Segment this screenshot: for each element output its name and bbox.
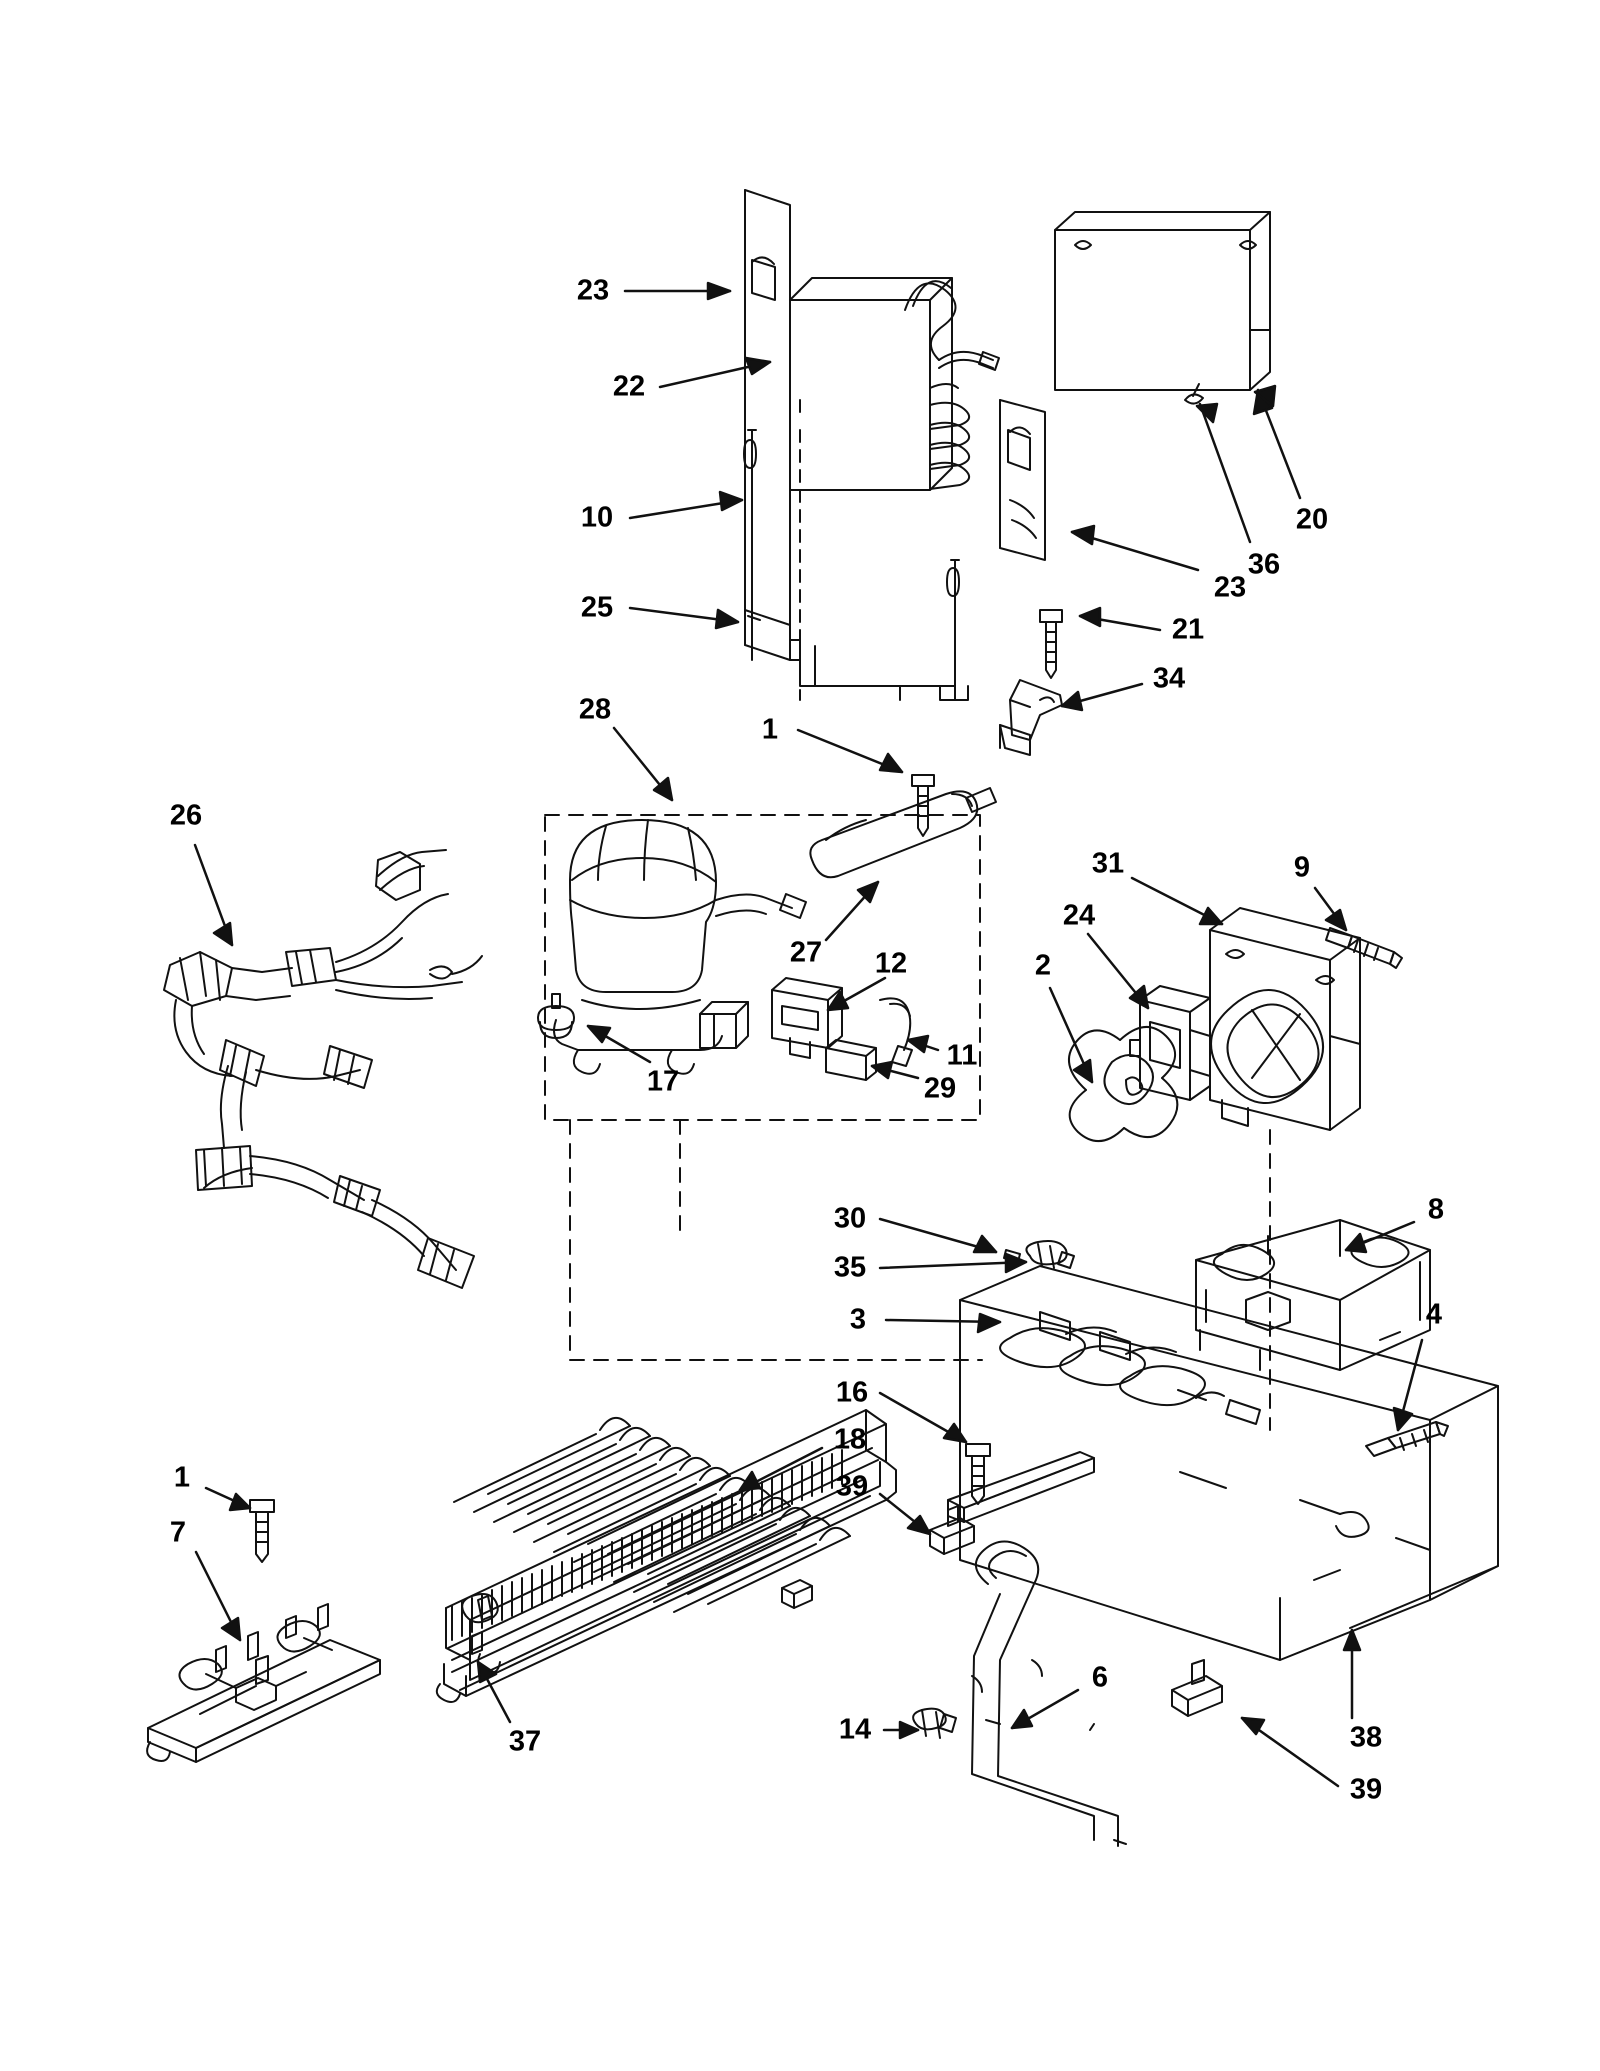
screw-21-group	[1040, 610, 1062, 678]
small-bracket-group	[1000, 400, 1045, 560]
callout-11: 11	[946, 1039, 978, 1072]
callout-28: 28	[578, 693, 612, 726]
callout-26: 26	[169, 799, 203, 832]
callout-8: 8	[1427, 1193, 1445, 1226]
callout-37: 37	[508, 1725, 542, 1758]
callout-31: 31	[1091, 847, 1125, 880]
callout-24: 24	[1062, 899, 1096, 932]
duct-cover-group	[1055, 212, 1270, 404]
callout-6: 6	[1091, 1661, 1109, 1694]
callout-23-bracket: 23	[1213, 571, 1247, 604]
callout-1-bottom: 1	[173, 1461, 191, 1494]
callout-22: 22	[612, 370, 646, 403]
callout-2: 2	[1034, 949, 1052, 982]
callout-25: 25	[580, 591, 614, 624]
callout-16: 16	[835, 1376, 869, 1409]
callout-39-lower: 39	[1349, 1773, 1383, 1806]
callout-34: 34	[1152, 662, 1186, 695]
callout-30: 30	[833, 1202, 867, 1235]
callout-4: 4	[1425, 1298, 1443, 1331]
callout-36: 36	[1247, 548, 1281, 581]
callout-35: 35	[833, 1251, 867, 1284]
bracket-34-group	[1000, 680, 1062, 755]
callout-14: 14	[838, 1713, 872, 1746]
evaporator-assembly-group	[744, 190, 999, 700]
callout-7: 7	[169, 1516, 187, 1549]
wiring-harness-group	[164, 850, 482, 1288]
callout-29: 29	[923, 1072, 957, 1105]
drain-tube-group	[913, 1541, 1126, 1846]
fan-housing-group	[1196, 1220, 1430, 1370]
unit-base-plate-group	[930, 1241, 1498, 1716]
callout-12: 12	[874, 947, 908, 980]
callout-9: 9	[1293, 851, 1311, 884]
leader-lines	[195, 283, 1422, 1786]
callout-20: 20	[1295, 503, 1329, 536]
callout-10: 10	[580, 501, 614, 534]
callout-38: 38	[1349, 1721, 1383, 1754]
callout-1-top: 1	[761, 713, 779, 746]
callout-17: 17	[646, 1065, 680, 1098]
callout-27: 27	[789, 936, 823, 969]
condenser-fan-group	[1069, 908, 1402, 1430]
callout-39-upper: 39	[835, 1470, 869, 1503]
callout-23-top: 23	[576, 274, 610, 307]
condenser-coil-group	[437, 1410, 896, 1702]
callout-21: 21	[1171, 613, 1205, 646]
callout-3: 3	[849, 1303, 867, 1336]
callout-18: 18	[833, 1423, 867, 1456]
